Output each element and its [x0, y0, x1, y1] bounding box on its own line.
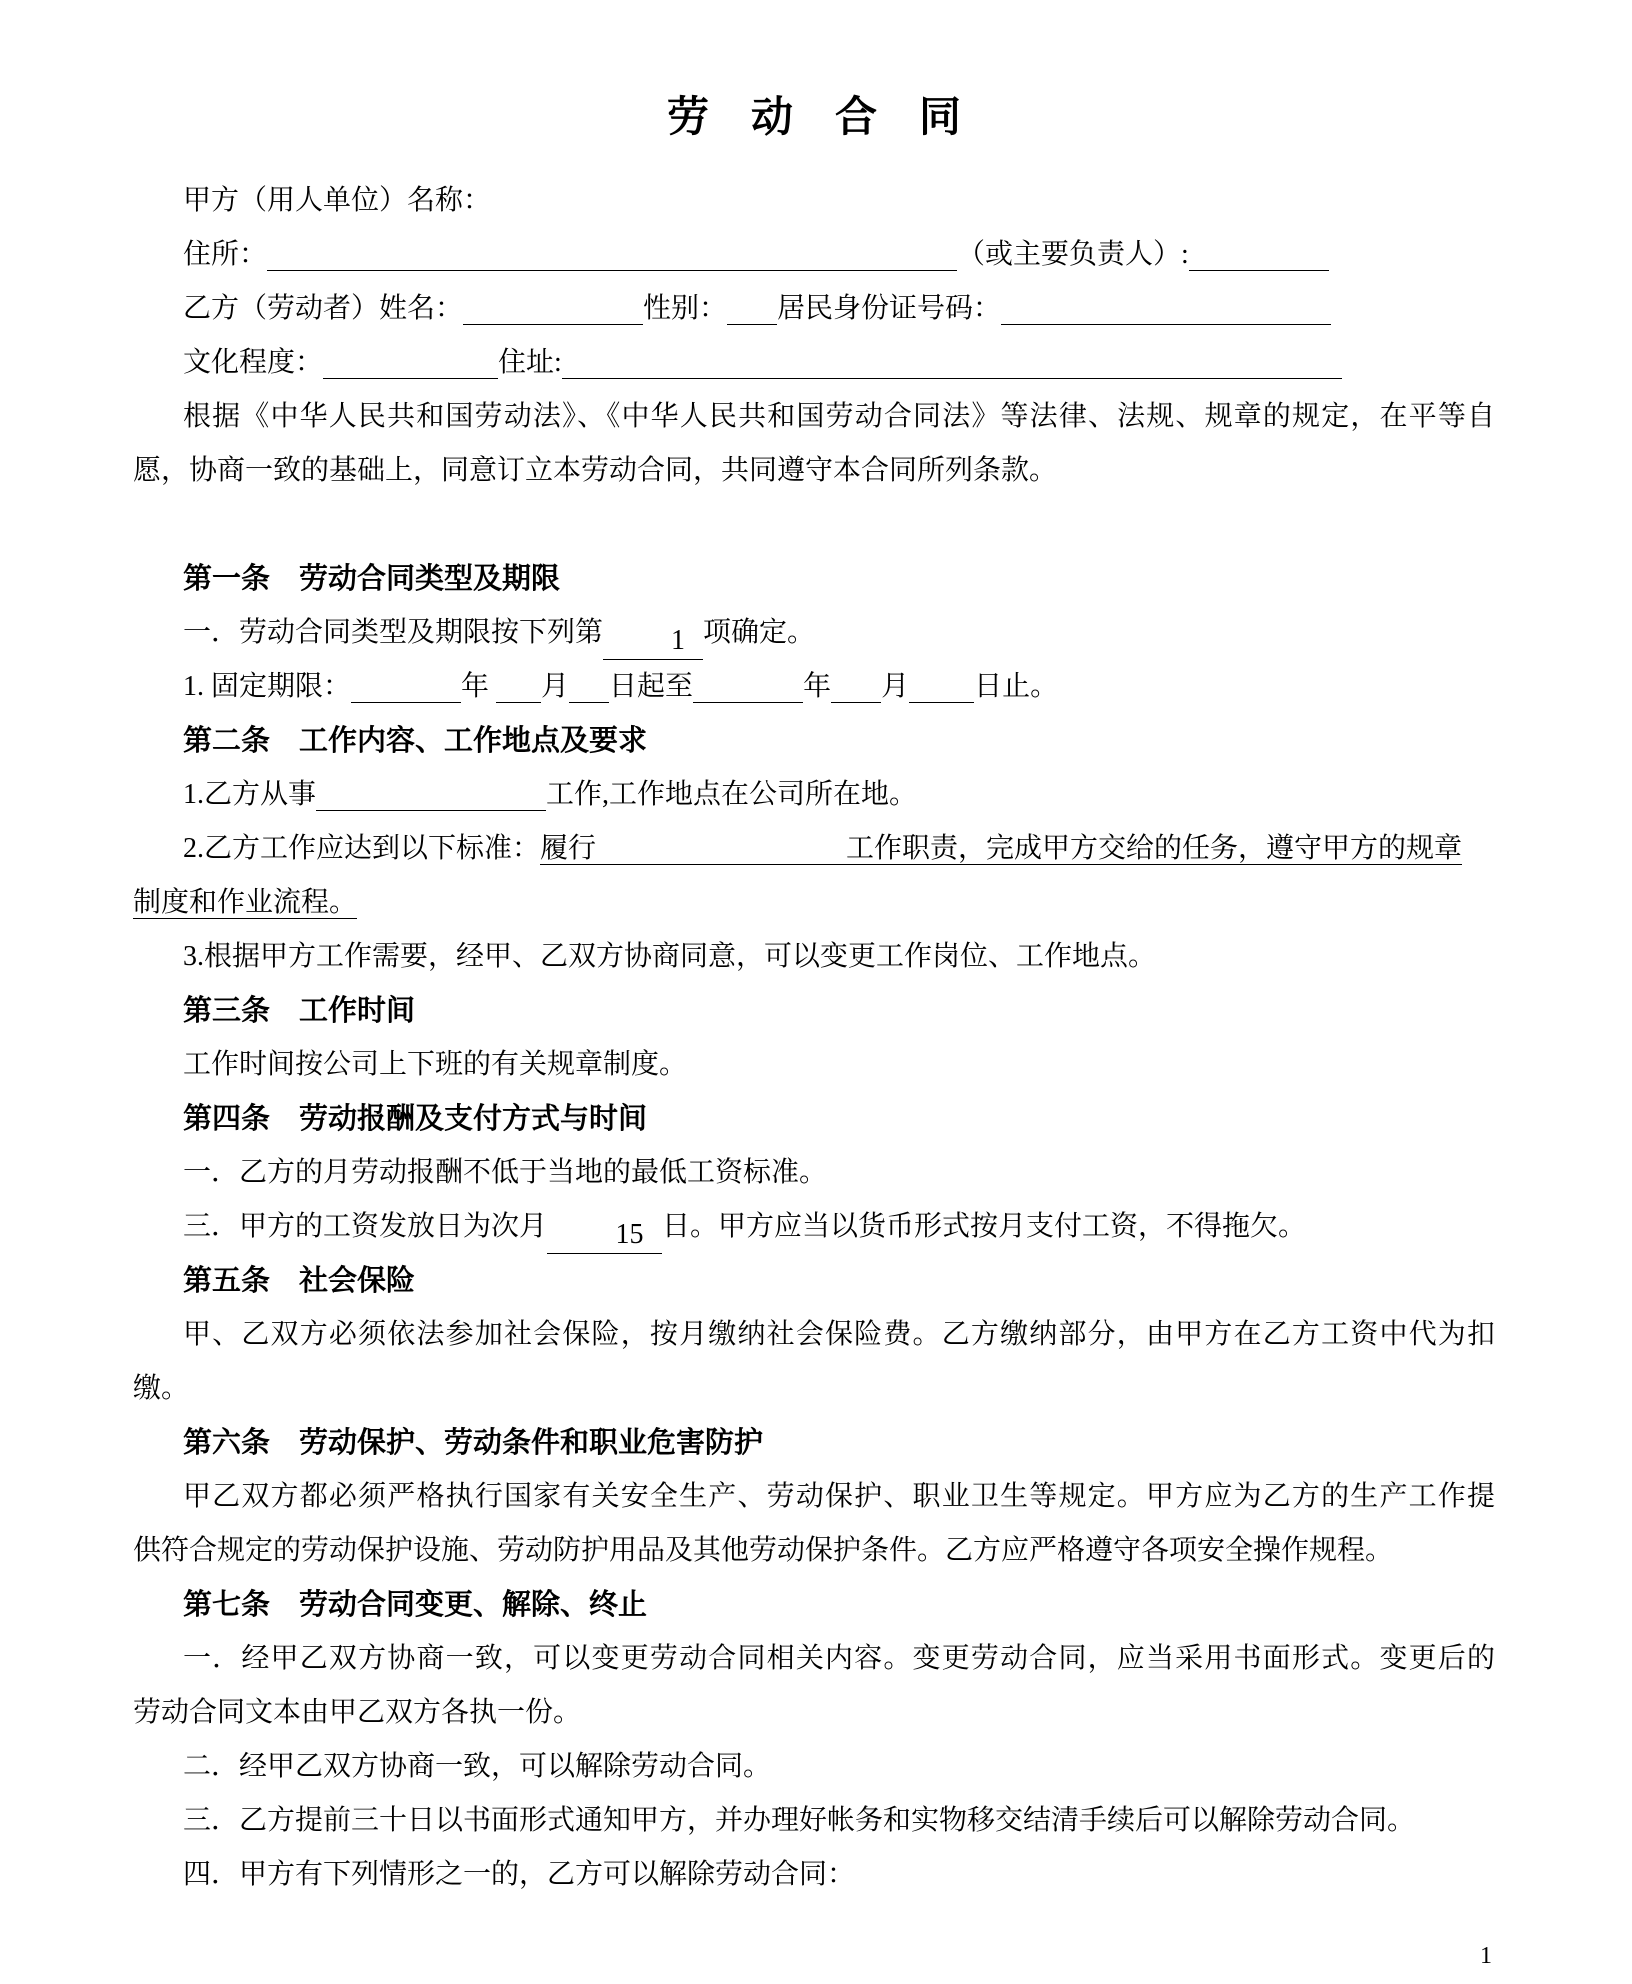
day-start-blank: [569, 664, 609, 703]
article5-clause1-text2: 缴。: [133, 1373, 190, 1404]
article7-clause3-text: 三．乙方提前三十日以书面形式通知甲方，并办理好帐务和实物移交结清手续后可以解除劳动合同。: [183, 1805, 1416, 1836]
article1-heading-text: 第一条 劳动合同类型及期限: [183, 563, 561, 595]
preamble-text-1: 根据《中华人民共和国劳动法》、《中华人民共和国劳动合同法》等法律、法规、规章的规定，在平等自: [183, 401, 1495, 432]
article3-heading: [133, 984, 1495, 1038]
article7-clause3-line: [133, 1794, 1495, 1848]
article2-clause2-underlined2: 制度和作业流程。: [133, 887, 358, 918]
party-a-name-line: [133, 174, 1495, 228]
article3-heading-text: 第三条 工作时间: [183, 995, 416, 1027]
article6-clause1-line1: [133, 1470, 1495, 1524]
article6-heading: [133, 1416, 1495, 1470]
article2-clause2-prefix: 履行: [540, 833, 597, 864]
article6-clause1-text2: 供符合规定的劳动保护设施、劳动防护用品及其他劳动保护条件。乙方应严格遵守各项安全操作规程。: [133, 1535, 1394, 1566]
education-label: 文化程度：: [183, 347, 324, 378]
month-start-blank: [496, 664, 541, 703]
article1-clause1-blank: 1: [603, 621, 703, 660]
article1-clause1-pre: 一．劳动合同类型及期限按下列第: [183, 617, 604, 648]
address-line: [133, 228, 1495, 282]
residence-blank: [562, 340, 1342, 379]
party-a-name-label: 甲方（用人单位）名称：: [183, 185, 492, 216]
id-number-blank: [1001, 286, 1331, 325]
address-blank: [267, 232, 957, 271]
year-end-blank: [693, 664, 803, 703]
year-start-label: 年: [461, 671, 490, 702]
article4-clause2-line: [133, 1200, 1495, 1254]
address-label: 住所：: [183, 239, 268, 270]
article1-clause1-post: 项确定。: [703, 617, 816, 648]
article2-heading-text: 第二条 工作内容、工作地点及要求: [183, 725, 648, 757]
article2-clause2-label: 2.乙方工作应达到以下标准：: [183, 833, 541, 864]
article5-clause1-line2: [133, 1362, 1495, 1416]
article2-clause1-blank: [316, 772, 546, 811]
article7-clause4-text: 四．甲方有下列情形之一的，乙方可以解除劳动合同：: [183, 1859, 856, 1890]
month-end-blank: [831, 664, 881, 703]
article1-clause2-label: 1. 固定期限：: [183, 671, 352, 702]
article5-clause1-text1: 甲、乙双方必须依法参加社会保险，按月缴纳社会保险费。乙方缴纳部分，由甲方在乙方工资中代为扣: [183, 1319, 1495, 1350]
gender-label: 性别：: [643, 293, 728, 324]
article7-clause2-text: 二．经甲乙双方协商一致，可以解除劳动合同。: [183, 1751, 772, 1782]
month-start-label: 月: [541, 671, 570, 702]
education-blank: [323, 340, 498, 379]
article5-heading: [133, 1254, 1495, 1308]
principal-blank: [1189, 232, 1329, 271]
article7-clause1-line2: [133, 1686, 1495, 1740]
article7-clause1-text1: 一．经甲乙双方协商一致，可以变更劳动合同相关内容。变更劳动合同，应当采用书面形式。变更后的: [183, 1643, 1495, 1674]
article1-clause1-line: [133, 606, 1495, 660]
day-start-label: 日起至: [609, 671, 694, 702]
party-b-name-label: 乙方（劳动者）姓名：: [183, 293, 464, 324]
article1-clause2-line: [133, 660, 1495, 714]
article2-clause3-line: [133, 930, 1495, 984]
article6-clause1-line2: [133, 1524, 1495, 1578]
article3-clause1-text: 工作时间按公司上下班的有关规章制度。: [183, 1049, 688, 1080]
article7-clause1-text2: 劳动合同文本由甲乙双方各执一份。: [133, 1697, 582, 1728]
article1-heading: [133, 552, 1495, 606]
spacer-line: [133, 498, 1495, 552]
article2-clause1-post: 工作,工作地点在公司所在地。: [546, 779, 918, 810]
article2-clause1-line: [133, 768, 1495, 822]
party-b-name-blank: [463, 286, 643, 325]
page-number: 1: [1480, 1943, 1492, 1969]
article4-clause1-line: [133, 1146, 1495, 1200]
party-b-name-line: [133, 282, 1495, 336]
principal-label: （或主要负责人）:: [957, 239, 1189, 270]
article7-clause1-line1: [133, 1632, 1495, 1686]
education-line: [133, 336, 1495, 390]
article2-clause2-line2: [133, 876, 1495, 930]
article5-heading-text: 第五条 社会保险: [183, 1265, 416, 1297]
article4-clause2-pre: 三．甲方的工资发放日为次月: [183, 1211, 548, 1242]
day-end-blank: [909, 664, 974, 703]
preamble-line-2: [133, 444, 1495, 498]
id-number-label: 居民身份证号码：: [777, 293, 1002, 324]
preamble-line-1: [133, 390, 1495, 444]
article6-clause1-text1: 甲乙双方都必须严格执行国家有关安全生产、劳动保护、职业卫生等规定。甲方应为乙方的生产工作提: [183, 1481, 1495, 1512]
article2-clause3-text: 3.根据甲方工作需要，经甲、乙双方协商同意，可以变更工作岗位、工作地点。: [183, 941, 1157, 972]
article6-heading-text: 第六条 劳动保护、劳动条件和职业危害防护: [183, 1427, 764, 1459]
article2-heading: [133, 714, 1495, 768]
article4-heading-text: 第四条 劳动报酬及支付方式与时间: [183, 1103, 648, 1135]
article2-clause2-underlined1: 工作职责，完成甲方交给的任务，遵守甲方的规章: [846, 833, 1463, 864]
year-end-label: 年: [803, 671, 832, 702]
gender-blank: [727, 286, 777, 325]
article3-clause1-line: [133, 1038, 1495, 1092]
page-title: 劳 动 合 同: [666, 95, 961, 141]
residence-label: 住址:: [498, 347, 562, 378]
article7-heading-text: 第七条 劳动合同变更、解除、终止: [183, 1589, 648, 1621]
article2-clause1-pre: 1.乙方从事: [183, 779, 317, 810]
article4-clause1-text: 一．乙方的月劳动报酬不低于当地的最低工资标准。: [183, 1157, 828, 1188]
article2-clause2-line1: [133, 822, 1495, 876]
article4-clause2-post: 日。甲方应当以货币形式按月支付工资，不得拖欠。: [662, 1211, 1307, 1242]
pay-day-blank: 15: [547, 1215, 662, 1254]
year-start-blank: [351, 664, 461, 703]
article7-clause4-line: [133, 1848, 1495, 1902]
article2-clause2-blank: [596, 826, 846, 865]
article5-clause1-line1: [133, 1308, 1495, 1362]
article7-clause2-line: [133, 1740, 1495, 1794]
article4-heading: [133, 1092, 1495, 1146]
month-end-label: 月: [881, 671, 910, 702]
day-end-label: 日止。: [974, 671, 1059, 702]
article7-heading: [133, 1578, 1495, 1632]
preamble-text-2: 愿，协商一致的基础上，同意订立本劳动合同，共同遵守本合同所列条款。: [133, 455, 1058, 486]
